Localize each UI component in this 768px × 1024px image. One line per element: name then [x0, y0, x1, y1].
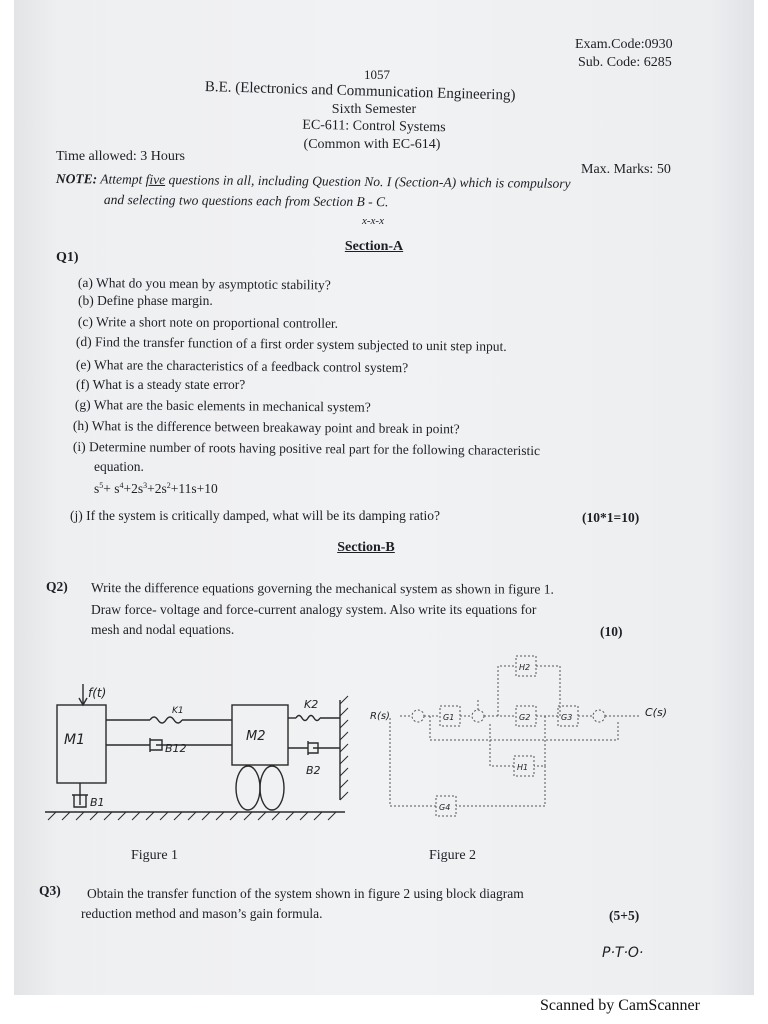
- q1-item-b: (b) Define phase margin.: [78, 293, 213, 308]
- q2-line-2: Draw force- voltage and force-current analogy system. Also write its equations for: [91, 602, 537, 617]
- q1-item-j: (j) If the system is critically damped, what will be its damping ratio?: [70, 508, 441, 523]
- q3-line-2: reduction method and mason’s gain formula.: [81, 906, 323, 921]
- figure-1-caption: Figure 1: [131, 848, 179, 863]
- common-with: (Common with EC-614): [303, 137, 441, 152]
- q2-line-3: mesh and nodal equations.: [91, 622, 235, 637]
- label-h1: H1: [517, 763, 529, 772]
- q1-marks: (10*1=10): [582, 510, 640, 525]
- label-force: f(t): [88, 686, 107, 700]
- label-m1: M1: [64, 732, 85, 748]
- exam-code: Exam.Code:0930: [575, 37, 673, 52]
- paper-number: 1057: [364, 67, 390, 82]
- q1-item-i-line2: equation.: [94, 459, 144, 474]
- q1-item-e: (e) What are the characteristics of a feedback control system?: [75, 357, 409, 376]
- note-label: NOTE:: [55, 171, 98, 187]
- q1-item-f: (f) What is a steady state error?: [76, 377, 246, 392]
- semester: Sixth Semester: [331, 102, 417, 117]
- label-h2: H2: [519, 663, 531, 672]
- label-g1: G1: [443, 713, 455, 722]
- note-emphasis: five: [145, 171, 166, 188]
- q3-number: Q3): [39, 883, 61, 898]
- label-g2: G2: [519, 713, 531, 722]
- q2-marks: (10): [600, 624, 623, 639]
- label-g3: G3: [561, 713, 573, 722]
- label-output: C(s): [645, 706, 667, 719]
- label-b2: B2: [306, 764, 321, 777]
- label-b12: B12: [165, 742, 187, 755]
- label-k2: K2: [304, 698, 319, 711]
- program-title: B.E. (Electronics and Communication Engineering): [204, 79, 516, 104]
- course-title: EC-611: Control Systems: [302, 117, 446, 136]
- q3-marks: (5+5): [609, 908, 640, 923]
- subject-code: Sub. Code: 6285: [578, 55, 672, 70]
- separator: x-x-x: [362, 215, 384, 227]
- section-a-title: Section-A: [344, 239, 404, 254]
- max-marks: Max. Marks: 50: [581, 162, 671, 177]
- label-k1: K1: [172, 706, 184, 716]
- q1-item-d: (d) Find the transfer function of a first order system subjected to unit step input.: [75, 334, 507, 354]
- q2-number: Q2): [46, 579, 68, 594]
- label-input: R(s): [370, 711, 390, 722]
- instruction-note-line2: and selecting two questions each from Section B - C.: [103, 192, 389, 210]
- q1-item-h: (h) What is the difference between breakaway point and break in point?: [72, 418, 460, 437]
- q1-item-i: (i) Determine number of roots having positive real part for the following characteristic: [72, 439, 541, 459]
- characteristic-equation: $s^5+ s^4+2s^3+2s^2+11s+10$: [94, 481, 218, 496]
- q1-number: Q1): [56, 250, 79, 265]
- label-g4: G4: [439, 803, 451, 812]
- q1-item-c: (c) Write a short note on proportional controller.: [77, 314, 339, 331]
- q2-line-1: Write the difference equations governing the mechanical system as shown in figure 1.: [90, 580, 554, 597]
- instruction-note: NOTE: Attempt five questions in all, including Question No. I (Section-A) which is compulsory: [55, 171, 571, 191]
- q1-item-a: (a) What do you mean by asymptotic stability?: [77, 275, 331, 293]
- figure-2-caption: Figure 2: [429, 848, 477, 863]
- pto-note: P·T·O·: [602, 945, 644, 961]
- label-m2: M2: [246, 729, 266, 744]
- label-b1: B1: [90, 796, 105, 809]
- q3-line-1: Obtain the transfer function of the system shown in figure 2 using block diagram: [87, 886, 524, 901]
- time-allowed: Time allowed: 3 Hours: [56, 149, 185, 164]
- scanner-watermark: Scanned by CamScanner: [540, 997, 700, 1014]
- section-b-title: Section-B: [337, 540, 395, 555]
- q1-item-g: (g) What are the basic elements in mechanical system?: [74, 397, 371, 415]
